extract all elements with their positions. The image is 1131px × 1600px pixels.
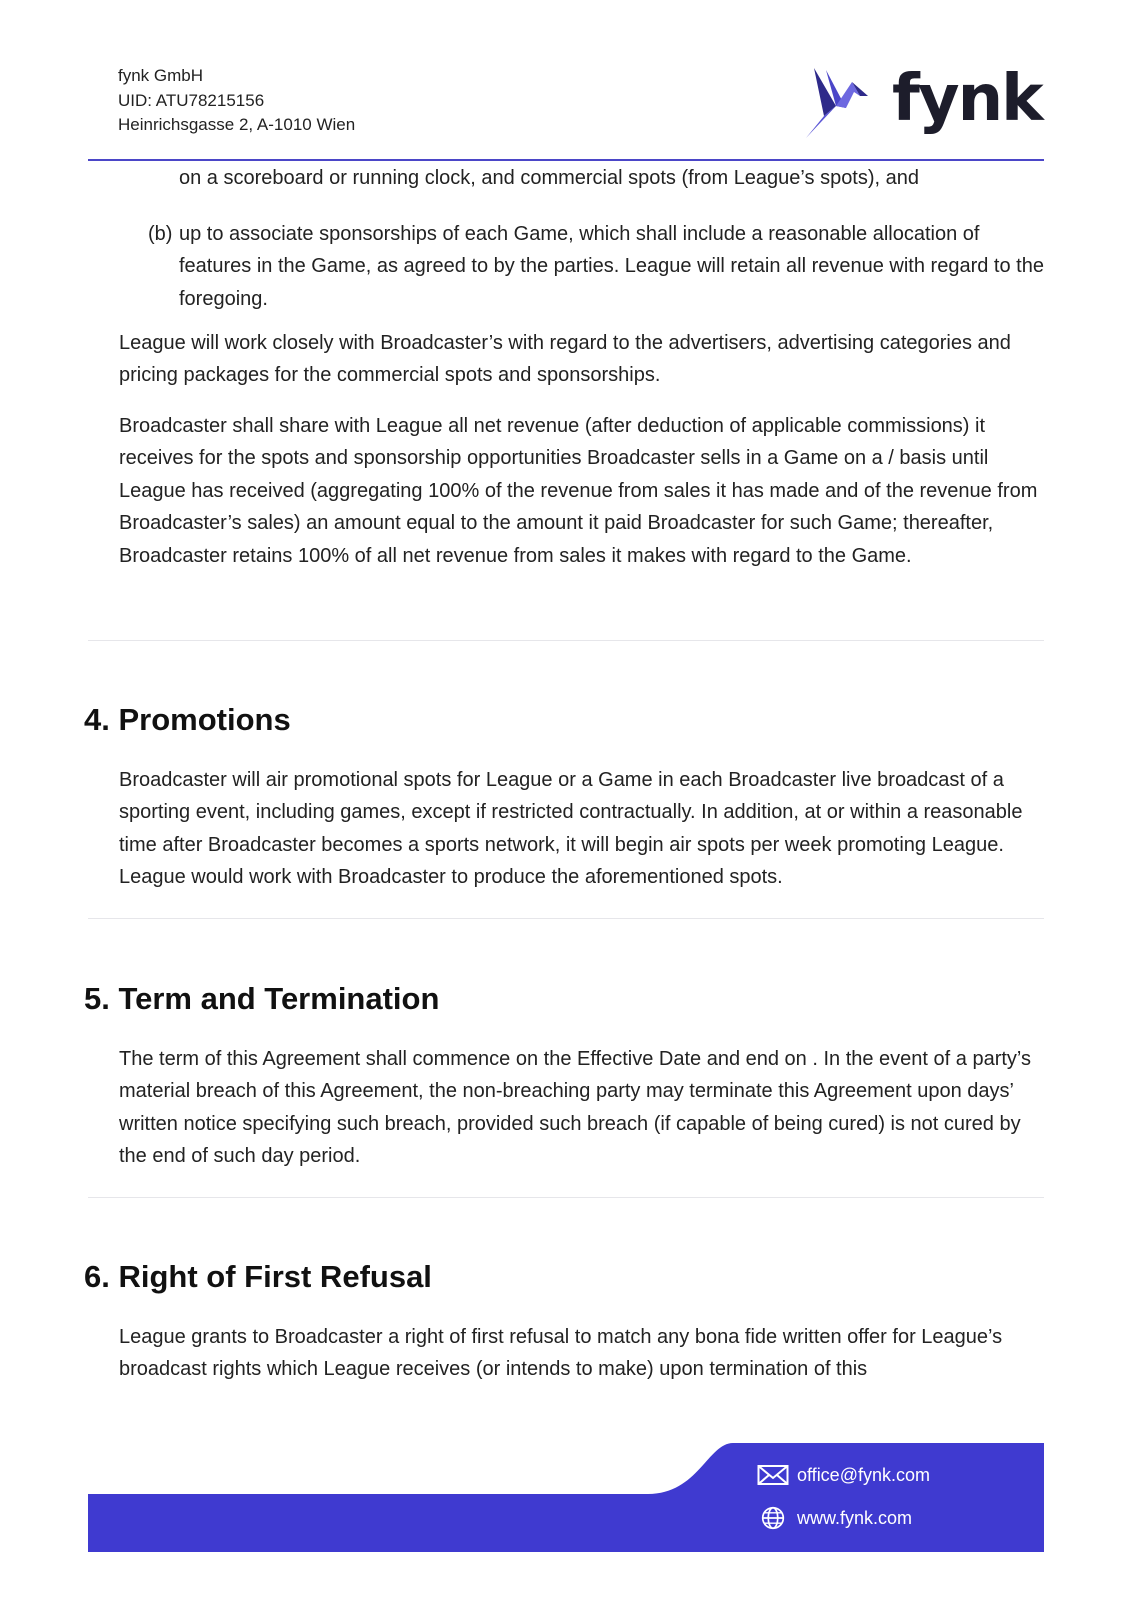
envelope-icon — [757, 1463, 789, 1487]
paragraph-broadcaster-revenue: Broadcaster shall share with League all net revenue (after deduction of applicable commissions) it receives for the spots and sponsorship opportunities Broadcaster sells in a Game on a / basis until League has received (aggregating 100% of the revenue from sales it has made and of the revenue from Broadcaster’s sales) an amount equal to the amount it paid Broadcaster for such Game; thereafter, Broadcaster retains 100% of all net revenue from sales it makes with regard to the Game. — [119, 415, 1038, 567]
footer-email-text[interactable]: office@fynk.com — [797, 1464, 930, 1485]
section-body-promotions: Broadcaster will air promotional spots for League or a Game in each Broadcaster live broadcast of a sporting event, including games, except if restricted contractually. In addition, at or within a reasonable time after Broadcaster becomes a sports network, it will begin air spots per week promoting League. League would work with Broadcaster to produce the aforementioned spots. — [119, 769, 1023, 889]
section-heading-first-refusal: 6. Right of First Refusal — [84, 1259, 432, 1294]
footer-website[interactable] — [757, 1506, 912, 1530]
list-item-text: up to associate sponsorships of each Game, which shall include a reasonable allocation of features in the Game, as agreed to by the parties. League will retain all revenue with regard to the foregoing. — [179, 223, 1044, 310]
footer-band — [88, 1443, 1044, 1552]
company-address: Heinrichsgasse 2, A-1010 Wien — [118, 115, 356, 134]
section-body-first-refusal: League grants to Broadcaster a right of first refusal to match any bona fide written offer for League’s broadcast rights which League receives (or intends to make) upon termination of this — [119, 1326, 1003, 1381]
list-continuation: on a scoreboard or running clock, and commercial spots (from League’s spots), and — [179, 167, 920, 189]
company-info — [118, 64, 355, 138]
section-divider — [88, 1197, 1044, 1198]
logo-wordmark: fynk — [892, 62, 1042, 136]
section-heading-term: 5. Term and Termination — [84, 981, 440, 1016]
company-name: fynk GmbH — [118, 66, 204, 85]
footer-email[interactable] — [757, 1463, 930, 1487]
company-uid: UID: ATU78215156 — [118, 90, 265, 110]
paragraph-league: League will work closely with Broadcaster’s with regard to the advertisers, advertising categories and pricing packages for the commercial spots and sponsorships. — [119, 332, 1011, 387]
section-divider — [88, 918, 1044, 919]
fynk-logo — [806, 62, 1042, 144]
section-divider — [88, 640, 1044, 641]
footer-website-text[interactable]: www.fynk.com — [797, 1507, 913, 1528]
bird-logo-icon — [806, 62, 892, 142]
header-divider — [88, 159, 1044, 161]
globe-icon — [757, 1506, 789, 1530]
section-heading-promotions: 4. Promotions — [84, 702, 291, 737]
list-marker: (b) — [148, 223, 173, 245]
section-body-term: The term of this Agreement shall commence on the Effective Date and end on . In the event of a party’s material breach of this Agreement, the non-breaching party may terminate this Agreement upon days’ written notice specifying such breach, provided such breach (if capable of being cured) is not cured by the end of such day period. — [119, 1048, 1032, 1168]
